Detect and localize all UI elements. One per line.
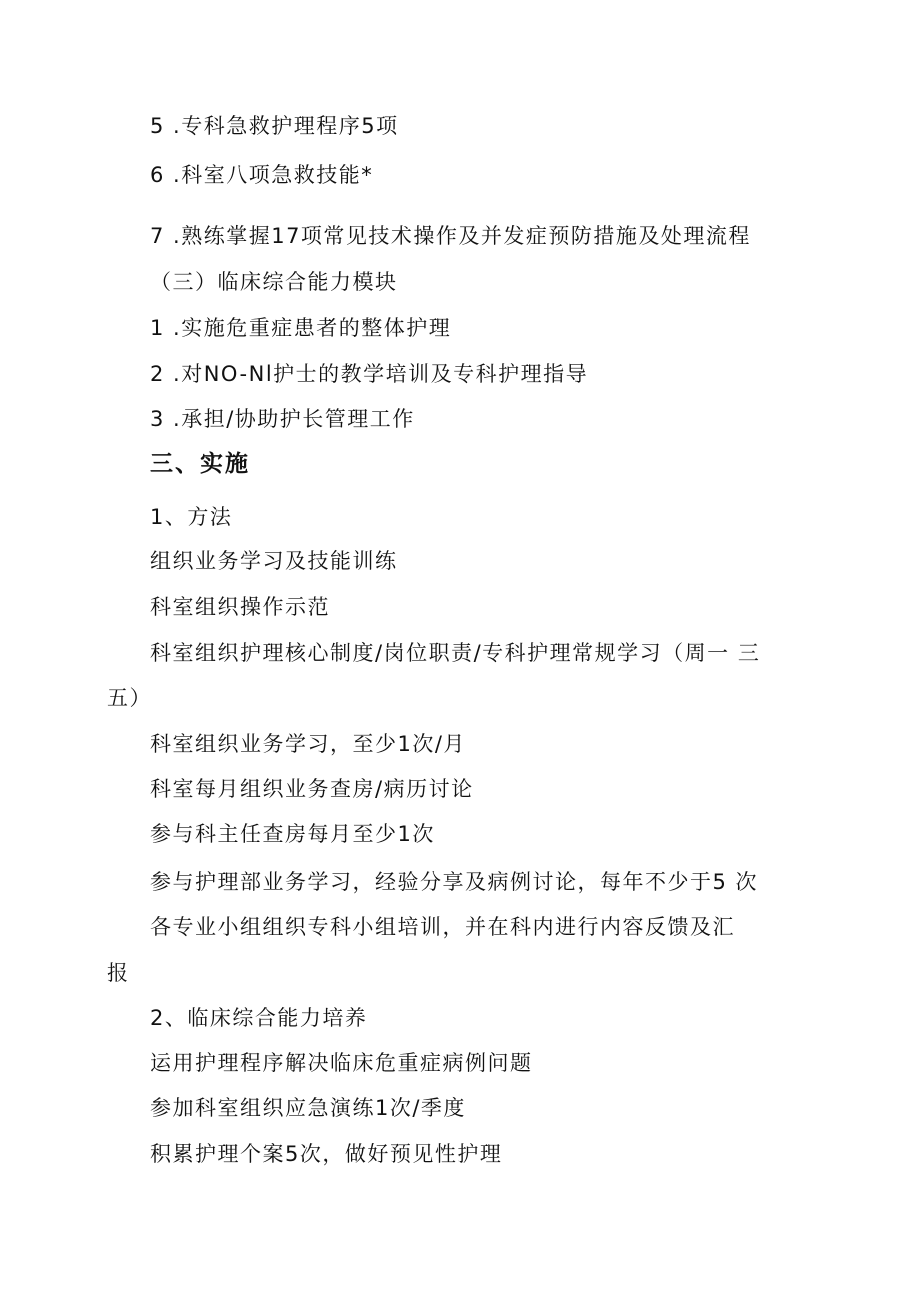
training-line: 运用护理程序解决临床危重症病例问题 <box>150 1051 533 1075</box>
subheading-clinical-training: 2、临床综合能力培养 <box>150 1006 368 1030</box>
method-line: 参与科主任查房每月至少1次 <box>150 822 435 846</box>
method-line: 组织业务学习及技能训练 <box>150 549 398 573</box>
method-line-continuation: 五） <box>107 686 152 710</box>
training-line: 参加科室组织应急演练1次/季度 <box>150 1096 466 1120</box>
item-1-holistic-care: 1 .实施危重症患者的整体护理 <box>150 316 452 340</box>
method-line: 参与护理部业务学习，经验分享及病例讨论，每年不少于5 次 <box>150 870 759 894</box>
item-5-emergency-procedures: 5 .专科急救护理程序5项 <box>150 114 399 138</box>
method-line: 各专业小组组织专科小组培训，并在科内进行内容反馈及汇 <box>150 915 735 939</box>
section-heading-implementation: 三、实施 <box>150 451 250 477</box>
training-line: 积累护理个案5次，做好预见性护理 <box>150 1142 503 1166</box>
method-line: 科室组织业务学习，至少1次/月 <box>150 732 466 756</box>
method-line: 科室组织护理核心制度/岗位职责/专科护理常规学习（周一 三 <box>150 641 761 665</box>
item-2-teaching-training: 2 .对NO-Nl护士的教学培训及专科护理指导 <box>150 362 589 386</box>
item-7-technical-operations: 7 .熟练掌握17项常见技术操作及并发症预防措施及处理流程 <box>150 224 751 248</box>
method-line: 科室每月组织业务查房/病历讨论 <box>150 777 474 801</box>
section-clinical-ability-module: （三）临床综合能力模块 <box>150 270 398 294</box>
method-line: 科室组织操作示范 <box>150 595 330 619</box>
method-line-continuation: 报 <box>107 961 130 985</box>
item-3-management-assist: 3 .承担/协助护长管理工作 <box>150 407 415 431</box>
subheading-method: 1、方法 <box>150 505 233 529</box>
item-6-emergency-skills: 6 .科室八项急救技能* <box>150 163 374 187</box>
